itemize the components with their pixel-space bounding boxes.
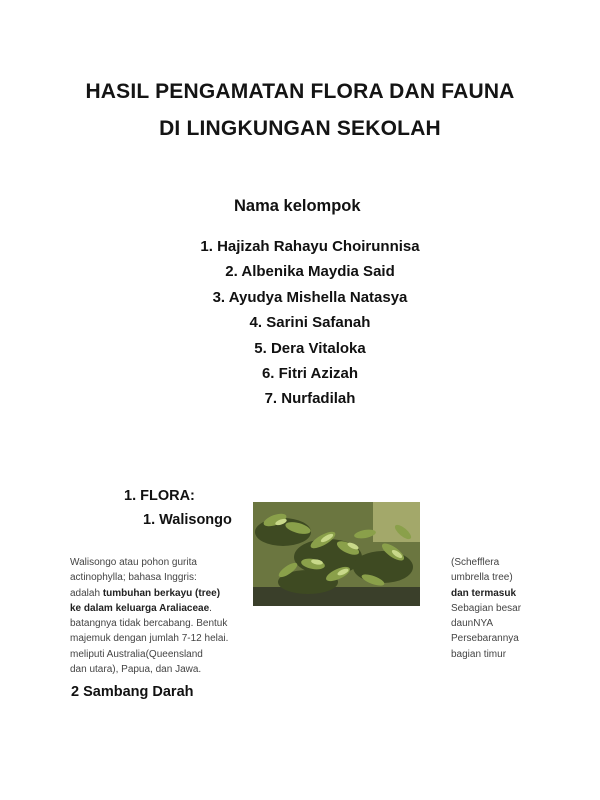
plant-photo: [253, 502, 420, 606]
list-item: 1. Hajizah Rahayu Choirunnisa: [200, 238, 420, 255]
description-right-column: [451, 555, 561, 662]
text-line: meliputi Australia(Queensland: [70, 648, 203, 660]
text-line: dan utara), Papua, dan Jawa.: [70, 664, 202, 676]
member-list: [120, 234, 500, 412]
list-item: 6. Fitri Azizah: [261, 364, 359, 382]
text-line-bold: dan termasuk: [451, 587, 517, 599]
text-line: [70, 586, 260, 601]
text-line: daunNYA: [451, 618, 494, 630]
text-fragment: .: [209, 602, 212, 614]
list-item: 3. Ayudya Mishella Natasya: [212, 288, 408, 306]
list-item: 5. Dera Vitaloka: [254, 339, 366, 357]
section-heading-flora: 1. FLORA:: [124, 488, 195, 504]
description-left-column: [70, 555, 260, 677]
text-line: bagian timur: [451, 648, 507, 660]
text-line: [70, 601, 260, 616]
text-line: batangnya tidak bercabang. Bentuk: [70, 618, 228, 630]
text-fragment: adalah: [70, 587, 103, 599]
page-title-line-2: DI LINGKUNGAN SEKOLAH: [159, 117, 441, 140]
list-item: 4. Sarini Safanah: [249, 314, 371, 332]
section-heading-sambang-darah: 2 Sambang Darah: [71, 684, 194, 700]
text-line: Sebagian besar: [451, 602, 522, 614]
text-line: Persebarannya: [451, 633, 519, 645]
text-fragment-bold: tumbuhan berkayu (tree): [102, 587, 221, 599]
text-fragment-bold: ke dalam keluarga Araliaceae: [70, 602, 210, 614]
text-line: actinophylla; bahasa Inggris:: [70, 572, 197, 584]
text-line: (Schefflera: [451, 557, 500, 568]
text-line: majemuk dengan jumlah 7-12 helai.: [70, 633, 229, 645]
sub-heading-walisongo: 1. Walisongo: [143, 512, 232, 528]
page-title-line-1: HASIL PENGAMATAN FLORA DAN FAUNA: [85, 80, 515, 103]
text-line: umbrella tree): [451, 572, 513, 584]
text-line: Walisongo atau pohon gurita: [70, 557, 197, 568]
group-heading: Nama kelompok: [234, 197, 361, 215]
plant-photo-illustration: [253, 502, 420, 606]
list-item: 2. Albenika Maydia Said: [225, 263, 395, 281]
list-item: 7. Nurfadilah: [264, 390, 356, 408]
